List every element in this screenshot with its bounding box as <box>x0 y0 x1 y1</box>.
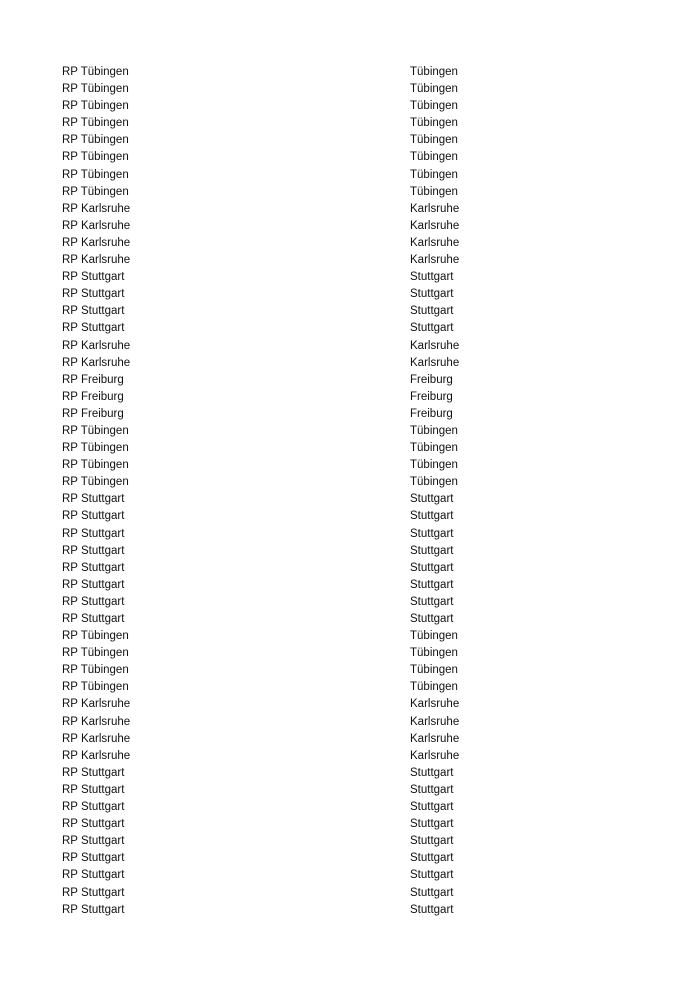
table-row <box>0 508 700 525</box>
region-cell: RP Stuttgart <box>62 271 125 284</box>
table-row <box>0 526 700 543</box>
table-row <box>0 782 700 799</box>
city-cell: Tübingen <box>410 168 458 181</box>
table-row <box>0 611 700 628</box>
table-row <box>0 338 700 355</box>
city-cell: Karlsruhe <box>410 732 460 745</box>
region-cell: RP Karlsruhe <box>62 202 131 215</box>
table-row <box>0 389 700 406</box>
region-cell: RP Stuttgart <box>62 852 125 865</box>
table-row <box>0 269 700 286</box>
city-cell: Stuttgart <box>410 561 454 574</box>
region-cell: RP Tübingen <box>62 134 129 147</box>
data-table <box>0 64 700 919</box>
table-row <box>0 81 700 98</box>
city-cell: Stuttgart <box>410 288 454 301</box>
region-cell: RP Stuttgart <box>62 869 125 882</box>
region-cell: RP Stuttgart <box>62 903 125 916</box>
city-cell: Stuttgart <box>410 493 454 506</box>
city-cell: Stuttgart <box>410 852 454 865</box>
table-row <box>0 440 700 457</box>
region-cell: RP Stuttgart <box>62 322 125 335</box>
region-cell: RP Stuttgart <box>62 510 125 523</box>
table-row <box>0 662 700 679</box>
region-cell: RP Tübingen <box>62 100 129 113</box>
city-cell: Tübingen <box>410 100 458 113</box>
region-cell: RP Karlsruhe <box>62 749 131 762</box>
table-row <box>0 765 700 782</box>
city-cell: Tübingen <box>410 664 458 677</box>
table-row <box>0 885 700 902</box>
city-cell: Tübingen <box>410 681 458 694</box>
city-cell: Stuttgart <box>410 510 454 523</box>
region-cell: RP Karlsruhe <box>62 698 131 711</box>
table-row <box>0 303 700 320</box>
table-row <box>0 64 700 81</box>
city-cell: Stuttgart <box>410 766 454 779</box>
region-cell: RP Stuttgart <box>62 613 125 625</box>
region-cell: RP Tübingen <box>62 442 129 455</box>
table-row <box>0 457 700 474</box>
city-cell: Tübingen <box>410 647 458 660</box>
table-row <box>0 372 700 389</box>
table-row <box>0 201 700 218</box>
city-cell: Tübingen <box>410 66 458 78</box>
city-cell: Stuttgart <box>410 613 454 625</box>
region-cell: RP Stuttgart <box>62 561 125 574</box>
region-cell: RP Tübingen <box>62 424 129 437</box>
region-cell: RP Freiburg <box>62 373 124 386</box>
table-row <box>0 850 700 867</box>
city-cell: Tübingen <box>410 151 458 164</box>
region-cell: RP Karlsruhe <box>62 732 131 745</box>
city-cell: Karlsruhe <box>410 698 460 711</box>
city-cell: Karlsruhe <box>410 202 460 215</box>
city-cell: Karlsruhe <box>410 356 460 369</box>
region-cell: RP Stuttgart <box>62 766 125 779</box>
city-cell: Tübingen <box>410 630 458 643</box>
table-row <box>0 491 700 508</box>
region-cell: RP Tübingen <box>62 647 129 660</box>
city-cell: Freiburg <box>410 373 453 386</box>
table-row <box>0 235 700 252</box>
table-row <box>0 679 700 696</box>
city-cell: Karlsruhe <box>410 715 460 728</box>
region-cell: RP Stuttgart <box>62 818 125 831</box>
city-cell: Stuttgart <box>410 783 454 796</box>
region-cell: RP Tübingen <box>62 476 129 489</box>
city-cell: Tübingen <box>410 459 458 472</box>
region-cell: RP Tübingen <box>62 83 129 96</box>
region-cell: RP Stuttgart <box>62 493 125 506</box>
city-cell: Karlsruhe <box>410 749 460 762</box>
region-cell: RP Karlsruhe <box>62 254 131 267</box>
city-cell: Stuttgart <box>410 305 454 318</box>
table-row <box>0 594 700 611</box>
city-cell: Stuttgart <box>410 903 454 916</box>
region-cell: RP Tübingen <box>62 168 129 181</box>
city-cell: Stuttgart <box>410 578 454 591</box>
city-cell: Stuttgart <box>410 835 454 848</box>
table-row <box>0 731 700 748</box>
table-row <box>0 748 700 765</box>
city-cell: Tübingen <box>410 83 458 96</box>
table-row <box>0 286 700 303</box>
table-row <box>0 696 700 713</box>
region-cell: RP Stuttgart <box>62 544 125 557</box>
region-cell: RP Karlsruhe <box>62 356 131 369</box>
table-row <box>0 867 700 884</box>
region-cell: RP Freiburg <box>62 390 124 403</box>
region-cell: RP Tübingen <box>62 66 129 78</box>
region-cell: RP Tübingen <box>62 664 129 677</box>
table-row <box>0 645 700 662</box>
city-cell: Freiburg <box>410 407 453 420</box>
table-row <box>0 833 700 850</box>
table-row <box>0 167 700 184</box>
table-row <box>0 184 700 201</box>
table-row <box>0 560 700 577</box>
city-cell: Stuttgart <box>410 527 454 540</box>
city-cell: Tübingen <box>410 185 458 198</box>
city-cell: Stuttgart <box>410 271 454 284</box>
table-row <box>0 628 700 645</box>
region-cell: RP Stuttgart <box>62 801 125 814</box>
region-cell: RP Stuttgart <box>62 595 125 608</box>
table-row <box>0 577 700 594</box>
table-row <box>0 98 700 115</box>
city-cell: Karlsruhe <box>410 339 460 352</box>
region-cell: RP Stuttgart <box>62 288 125 301</box>
region-cell: RP Tübingen <box>62 117 129 130</box>
city-cell: Karlsruhe <box>410 236 460 249</box>
table-row <box>0 406 700 423</box>
table-row <box>0 543 700 560</box>
city-cell: Stuttgart <box>410 544 454 557</box>
city-cell: Stuttgart <box>410 818 454 831</box>
city-cell: Tübingen <box>410 476 458 489</box>
table-row <box>0 320 700 337</box>
region-cell: RP Stuttgart <box>62 578 125 591</box>
table-row <box>0 474 700 491</box>
region-cell: RP Stuttgart <box>62 305 125 318</box>
city-cell: Tübingen <box>410 442 458 455</box>
region-cell: RP Tübingen <box>62 151 129 164</box>
table-row <box>0 132 700 149</box>
table-row <box>0 218 700 235</box>
region-cell: RP Karlsruhe <box>62 715 131 728</box>
city-cell: Karlsruhe <box>410 254 460 267</box>
city-cell: Stuttgart <box>410 322 454 335</box>
region-cell: RP Tübingen <box>62 185 129 198</box>
region-cell: RP Karlsruhe <box>62 339 131 352</box>
city-cell: Freiburg <box>410 390 453 403</box>
region-cell: RP Stuttgart <box>62 527 125 540</box>
region-cell: RP Tübingen <box>62 681 129 694</box>
city-cell: Karlsruhe <box>410 219 460 232</box>
region-cell: RP Stuttgart <box>62 886 125 899</box>
table-row <box>0 816 700 833</box>
city-cell: Tübingen <box>410 424 458 437</box>
region-cell: RP Stuttgart <box>62 835 125 848</box>
city-cell: Stuttgart <box>410 595 454 608</box>
region-cell: RP Stuttgart <box>62 783 125 796</box>
region-cell: RP Karlsruhe <box>62 236 131 249</box>
table-row <box>0 115 700 132</box>
table-row <box>0 714 700 731</box>
region-cell: RP Tübingen <box>62 630 129 643</box>
table-row <box>0 355 700 372</box>
region-cell: RP Tübingen <box>62 459 129 472</box>
region-cell: RP Karlsruhe <box>62 219 131 232</box>
city-cell: Tübingen <box>410 117 458 130</box>
table-row <box>0 252 700 269</box>
city-cell: Stuttgart <box>410 801 454 814</box>
table-row <box>0 423 700 440</box>
city-cell: Stuttgart <box>410 886 454 899</box>
city-cell: Stuttgart <box>410 869 454 882</box>
table-row <box>0 799 700 816</box>
city-cell: Tübingen <box>410 134 458 147</box>
region-cell: RP Freiburg <box>62 407 124 420</box>
table-row <box>0 902 700 919</box>
table-row <box>0 149 700 166</box>
